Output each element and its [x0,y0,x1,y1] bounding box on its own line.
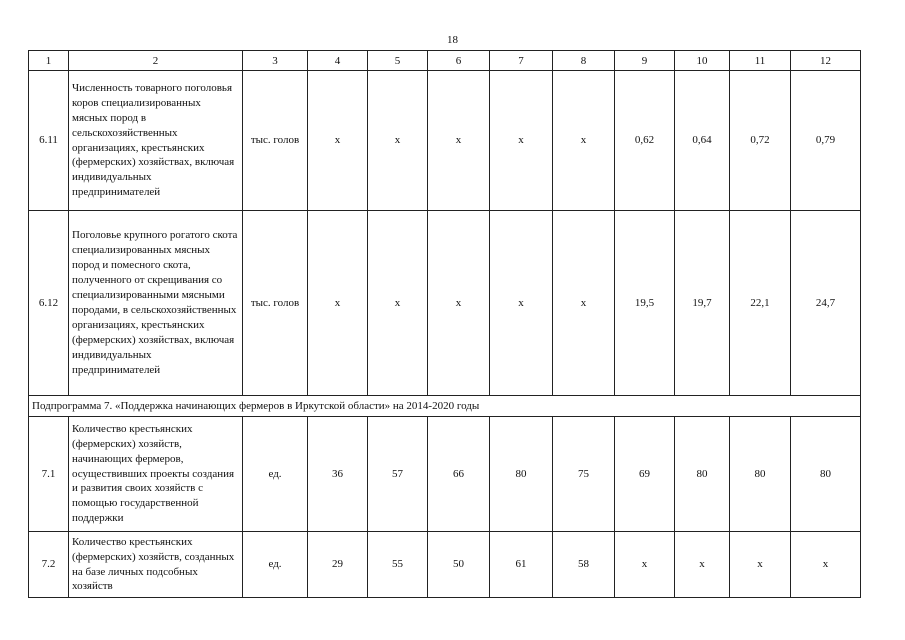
value-cell: 36 [308,417,368,532]
value-cell: х [368,211,428,396]
value-cell: х [791,532,861,598]
value-cell: 24,7 [791,211,861,396]
indicator-name: Количество крестьянских (фермерских) хозяйств, созданных на базе личных подсобных хозяйств [69,532,243,598]
table-row [29,71,861,211]
column-header: 2 [69,51,243,71]
column-header: 5 [368,51,428,71]
value-cell: 22,1 [730,211,791,396]
table-row [29,532,861,598]
header-row [29,51,861,71]
value-cell: 66 [428,417,490,532]
value-cell: х [553,211,615,396]
value-cell: 75 [553,417,615,532]
row-number: 6.12 [29,211,69,396]
value-cell: х [368,71,428,211]
value-cell: 80 [791,417,861,532]
column-header: 4 [308,51,368,71]
indicator-name: Численность товарного поголовья коров специализированных мясных пород в сельскохозяйственных организациях, крестьянских (фермерских) хозяйствах, включая индивидуальных предпринимателей [69,71,243,211]
value-cell: х [308,211,368,396]
value-cell: 69 [615,417,675,532]
column-header: 6 [428,51,490,71]
value-cell: х [490,211,553,396]
unit-cell: ед. [243,532,308,598]
row-number: 7.2 [29,532,69,598]
unit-cell: тыс. голов [243,71,308,211]
table-row [29,417,861,532]
value-cell: 55 [368,532,428,598]
value-cell: 80 [675,417,730,532]
value-cell: х [730,532,791,598]
column-header: 3 [243,51,308,71]
indicator-name: Количество крестьянских (фермерских) хозяйств, начинающих фермеров, осуществивших проекты создания и развития своих хозяйств с помощью государственной поддержки [69,417,243,532]
value-cell: х [490,71,553,211]
value-cell: 50 [428,532,490,598]
value-cell: 58 [553,532,615,598]
value-cell: х [675,532,730,598]
value-cell: 19,5 [615,211,675,396]
value-cell: х [428,211,490,396]
column-header: 9 [615,51,675,71]
page-number: 18 [447,34,458,46]
row-number: 6.11 [29,71,69,211]
column-header: 10 [675,51,730,71]
value-cell: 80 [730,417,791,532]
row-number: 7.1 [29,417,69,532]
value-cell: 0,64 [675,71,730,211]
value-cell: 0,72 [730,71,791,211]
unit-cell: ед. [243,417,308,532]
value-cell: х [428,71,490,211]
subprogram-row [29,396,861,417]
value-cell: х [553,71,615,211]
column-header: 12 [791,51,861,71]
indicator-name: Поголовье крупного рогатого скота специализированных мясных пород и помесного скота, полученного от скрещивания со специализированными мясными породами, в сельскохозяйственных организациях, крестьянских (фермерских) хозяйствах, включая индивидуальных предпринимателей [69,211,243,396]
value-cell: 29 [308,532,368,598]
value-cell: 0,79 [791,71,861,211]
value-cell: 80 [490,417,553,532]
indicators-table [28,50,861,598]
column-header: 1 [29,51,69,71]
value-cell: х [615,532,675,598]
value-cell: х [308,71,368,211]
table-row [29,211,861,396]
value-cell: 57 [368,417,428,532]
column-header: 8 [553,51,615,71]
value-cell: 19,7 [675,211,730,396]
subprogram-title: Подпрограмма 7. «Поддержка начинающих фермеров в Иркутской области» на 2014-2020 годы [29,396,861,417]
column-header: 7 [490,51,553,71]
value-cell: 61 [490,532,553,598]
column-header: 11 [730,51,791,71]
value-cell: 0,62 [615,71,675,211]
unit-cell: тыс. голов [243,211,308,396]
